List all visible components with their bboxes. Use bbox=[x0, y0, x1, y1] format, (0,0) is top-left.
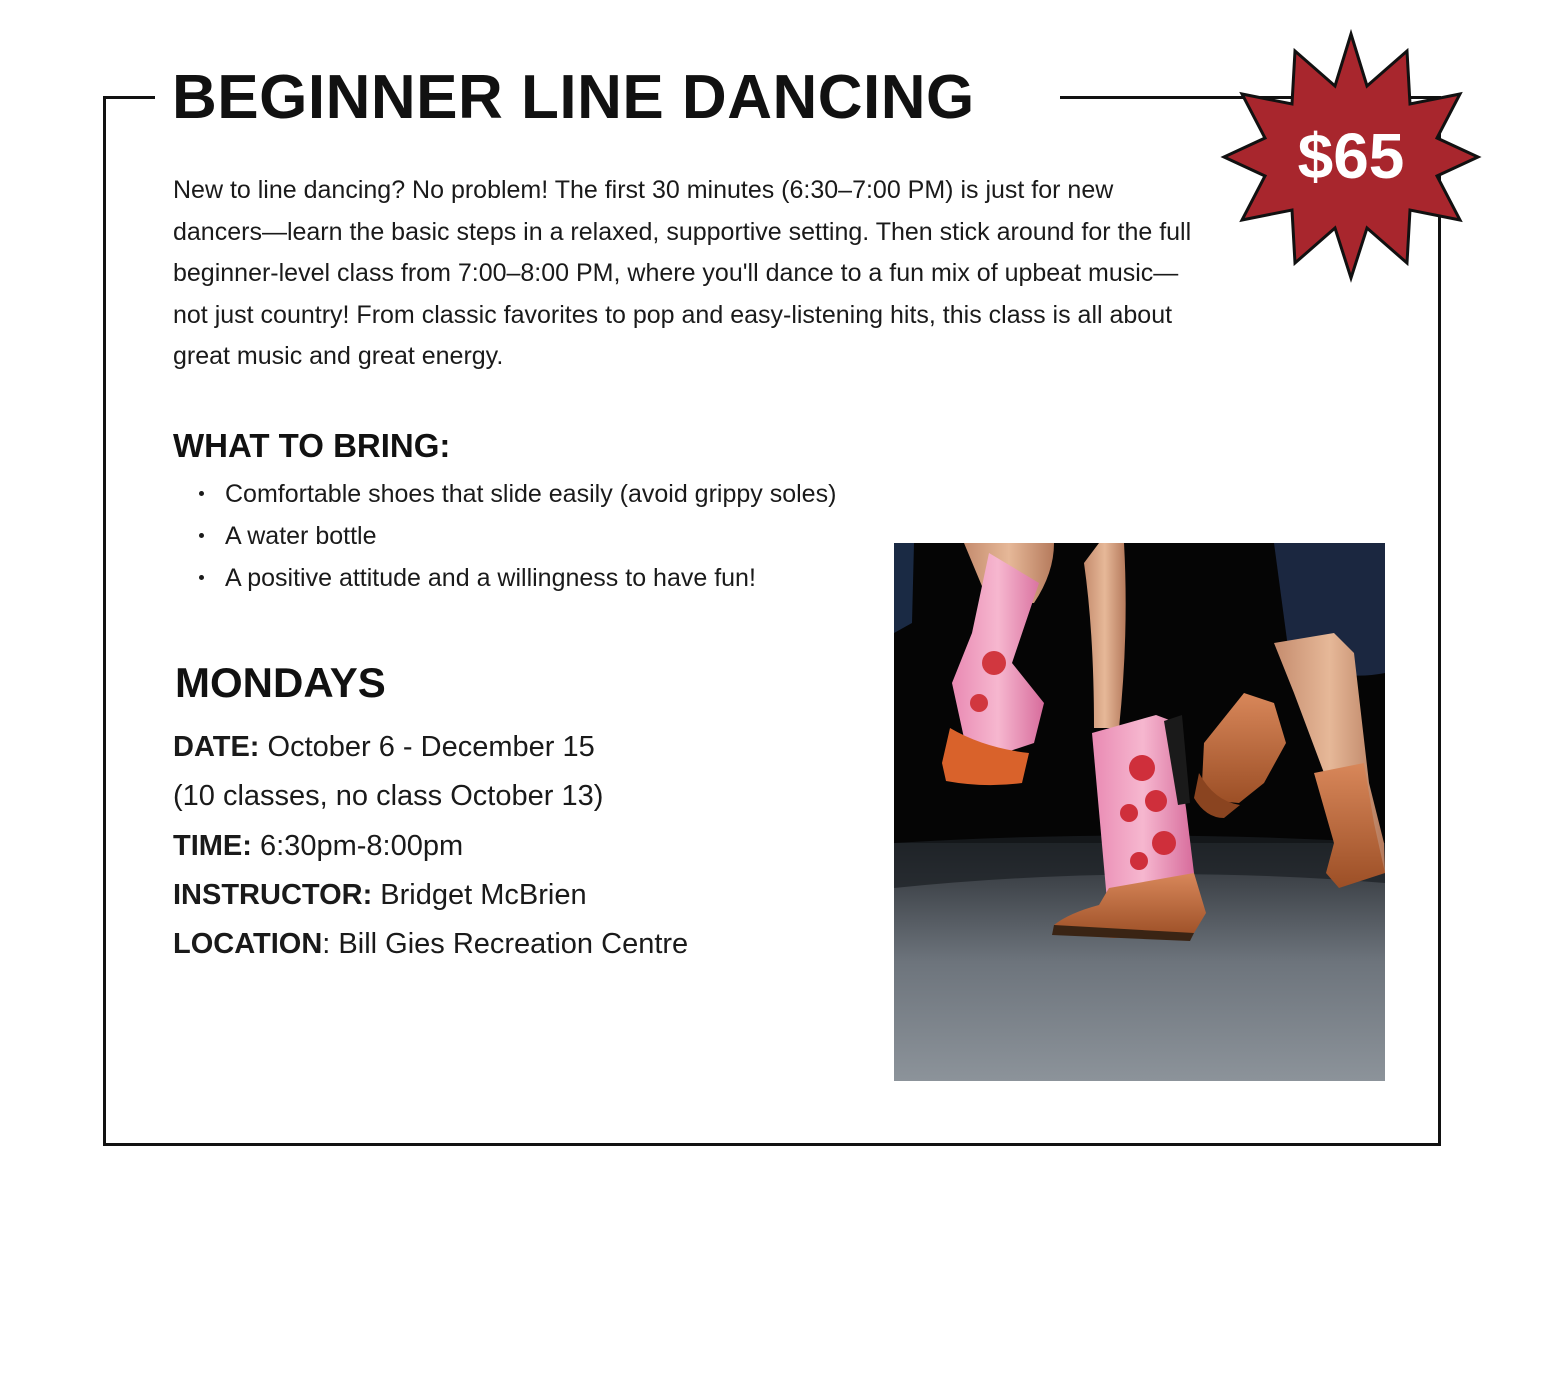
location-value: Bill Gies Recreation Centre bbox=[338, 928, 689, 961]
class-description: New to line dancing? No problem! The first 30 minutes (6:30–7:00 PM) is just for new dancers—learn the basic steps in a relaxed, supportive setting. Then stick around for the full beginner-level class from 7:00–8:00 PM, where you'll dance to a fun mix of upbeat music—not just country! From classic favorites to pop and easy-listening hits, this class is all about great music and great energy. bbox=[173, 176, 1192, 371]
class-title: BEGINNER LINE DANCING bbox=[172, 63, 975, 132]
bullet-icon bbox=[199, 575, 204, 580]
bullet-icon bbox=[199, 491, 204, 496]
what-to-bring-heading: WHAT TO BRING: bbox=[173, 427, 451, 464]
location-label: LOCATION bbox=[173, 928, 323, 961]
list-item-text: A positive attitude and a willingness to have fun! bbox=[225, 564, 756, 592]
instructor-value: Bridget McBrien bbox=[380, 878, 587, 911]
what-to-bring-list bbox=[173, 473, 836, 599]
list-item bbox=[173, 473, 836, 515]
list-item-text: Comfortable shoes that slide easily (avoid grippy soles) bbox=[225, 480, 837, 508]
starburst-badge-icon bbox=[1220, 28, 1482, 284]
cowboy-boots-dancing-photo bbox=[894, 543, 1385, 1081]
price-badge bbox=[1220, 28, 1482, 284]
date-label: DATE: bbox=[173, 731, 260, 763]
time-label: TIME: bbox=[173, 829, 252, 862]
time-value: 6:30pm-8:00pm bbox=[260, 829, 464, 862]
list-item bbox=[173, 515, 836, 557]
bullet-icon bbox=[199, 533, 204, 538]
list-item bbox=[173, 557, 836, 599]
class-details bbox=[173, 723, 688, 969]
time-row bbox=[173, 822, 688, 871]
date-value: October 6 - December 15 bbox=[267, 731, 595, 763]
list-item-text: A water bottle bbox=[225, 522, 377, 550]
date-note: (10 classes, no class October 13) bbox=[173, 780, 604, 813]
cowboy-boots-photo bbox=[894, 543, 1385, 1081]
date-row bbox=[173, 723, 688, 772]
instructor-row bbox=[173, 871, 688, 920]
day-heading: MONDAYS bbox=[175, 659, 386, 706]
price-text: $65 bbox=[1297, 120, 1405, 192]
instructor-label: INSTRUCTOR: bbox=[173, 878, 373, 911]
location-row: LOCATION: Bill Gies Recreation Centre bbox=[173, 928, 689, 961]
